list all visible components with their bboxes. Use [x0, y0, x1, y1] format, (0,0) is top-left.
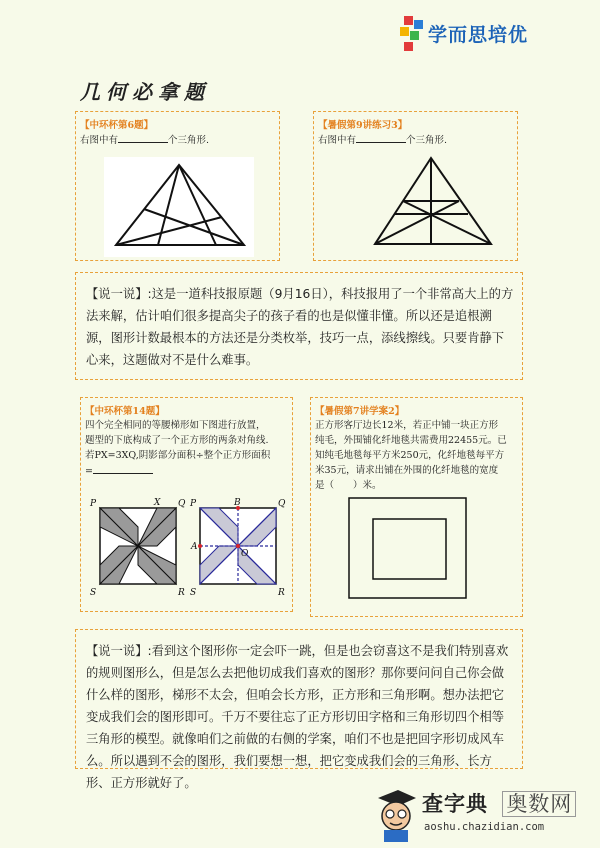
label-P: P [90, 499, 97, 509]
problem-card-3 [80, 397, 293, 612]
label-X: X [154, 498, 161, 508]
pinwheel-figure [88, 496, 188, 598]
answer-blank [93, 463, 153, 474]
brand-logo [398, 14, 588, 54]
footer-url: aoshu.chazidian.com [424, 821, 545, 833]
talk-card-1 [75, 272, 523, 380]
label-S: S [90, 588, 97, 598]
label-S: S [190, 588, 197, 598]
label-R: R [178, 588, 185, 598]
talk-text: 【说一说】:看到这个图形你一定会吓一跳，但是也会窃喜这不是我们特别喜欢的规则图形么，但是怎么去把他切成我们喜欢的图形？那你要问问自己你会做什么样的图形，梯形不太会，但咱会长方形，正方形和三角形啊。想办法把它变成我们会的图形即可。千万不要往忘了正方形切田字格和三角形切四个相等三角形的模型。就像咱们之前做的右侧的学案，咱们不也是把回字形切成风车么。所以遇到不会的图形，我们要想一想，把它变成我们会的三角形、长方形、正方形就好了。 [86, 644, 509, 790]
section-title: 几何必拿题 [80, 80, 210, 104]
triangle-figure-1 [104, 157, 254, 257]
problem-tag: 【中环杯第6题】 [80, 120, 154, 131]
label-R: R [278, 588, 285, 598]
problem-tag: 【中环杯第14题】 [85, 406, 165, 417]
talk-card-2 [75, 629, 523, 790]
answer-blank [118, 132, 168, 143]
talk-text: 【说一说】:这是一道科技报原题（9月16日），科技报用了一个非常高大上的方法来解，估计咱们很多提高尖子的孩子看的也是似懂非懂。所以还是追根溯源，图形计数最根本的方法还是分类枚举，技巧一点，添线擦线。只要肯静下心来，这题做对不是什么难事。 [86, 287, 514, 367]
problem-card-1 [75, 111, 280, 261]
footer-title: 查字典 奥数网 [422, 788, 576, 818]
label-P: P [190, 499, 197, 509]
label-Q: Q [178, 499, 186, 509]
mascot-icon [372, 784, 418, 844]
problem-text: 四个完全相同的等腰梯形如下图进行放置， 题型的下底构成了一个正方形的两条对角线. 若PX=3XQ,阴影部分面积÷整个正方形面积 = [85, 420, 271, 477]
problem-card-2 [313, 111, 518, 261]
problem-card-4 [310, 397, 523, 617]
nested-squares-figure [345, 496, 470, 601]
label-Q: Q [278, 499, 286, 509]
brand-name: 学而思培优 [428, 24, 529, 46]
label-O: O [241, 549, 249, 559]
label-A: A [191, 542, 198, 552]
pinwheel-analysis-figure [188, 496, 288, 598]
triangle-figure-2 [369, 152, 499, 252]
brand-mark-icon [398, 14, 428, 54]
label-B: B [234, 498, 241, 508]
problem-text: 正方形客厅边长12米，若正中铺一块正方形 纯毛，外围铺化纤地毯共需费用22455元。已 知纯毛地毯每平方米250元，化纤地毯每平方 米35元，请求出铺在外围的化纤地毯的宽度 是（ ）米。 [315, 420, 507, 491]
answer-blank [356, 132, 406, 143]
footer-logo [372, 784, 600, 848]
problem-text: 右图中有 个三角形. [318, 132, 447, 148]
problem-text: 右图中有 个三角形. [80, 132, 209, 148]
problem-tag: 【暑假第7讲学案2】 [315, 406, 405, 417]
problem-tag: 【暑假第9讲练习3】 [318, 120, 408, 131]
